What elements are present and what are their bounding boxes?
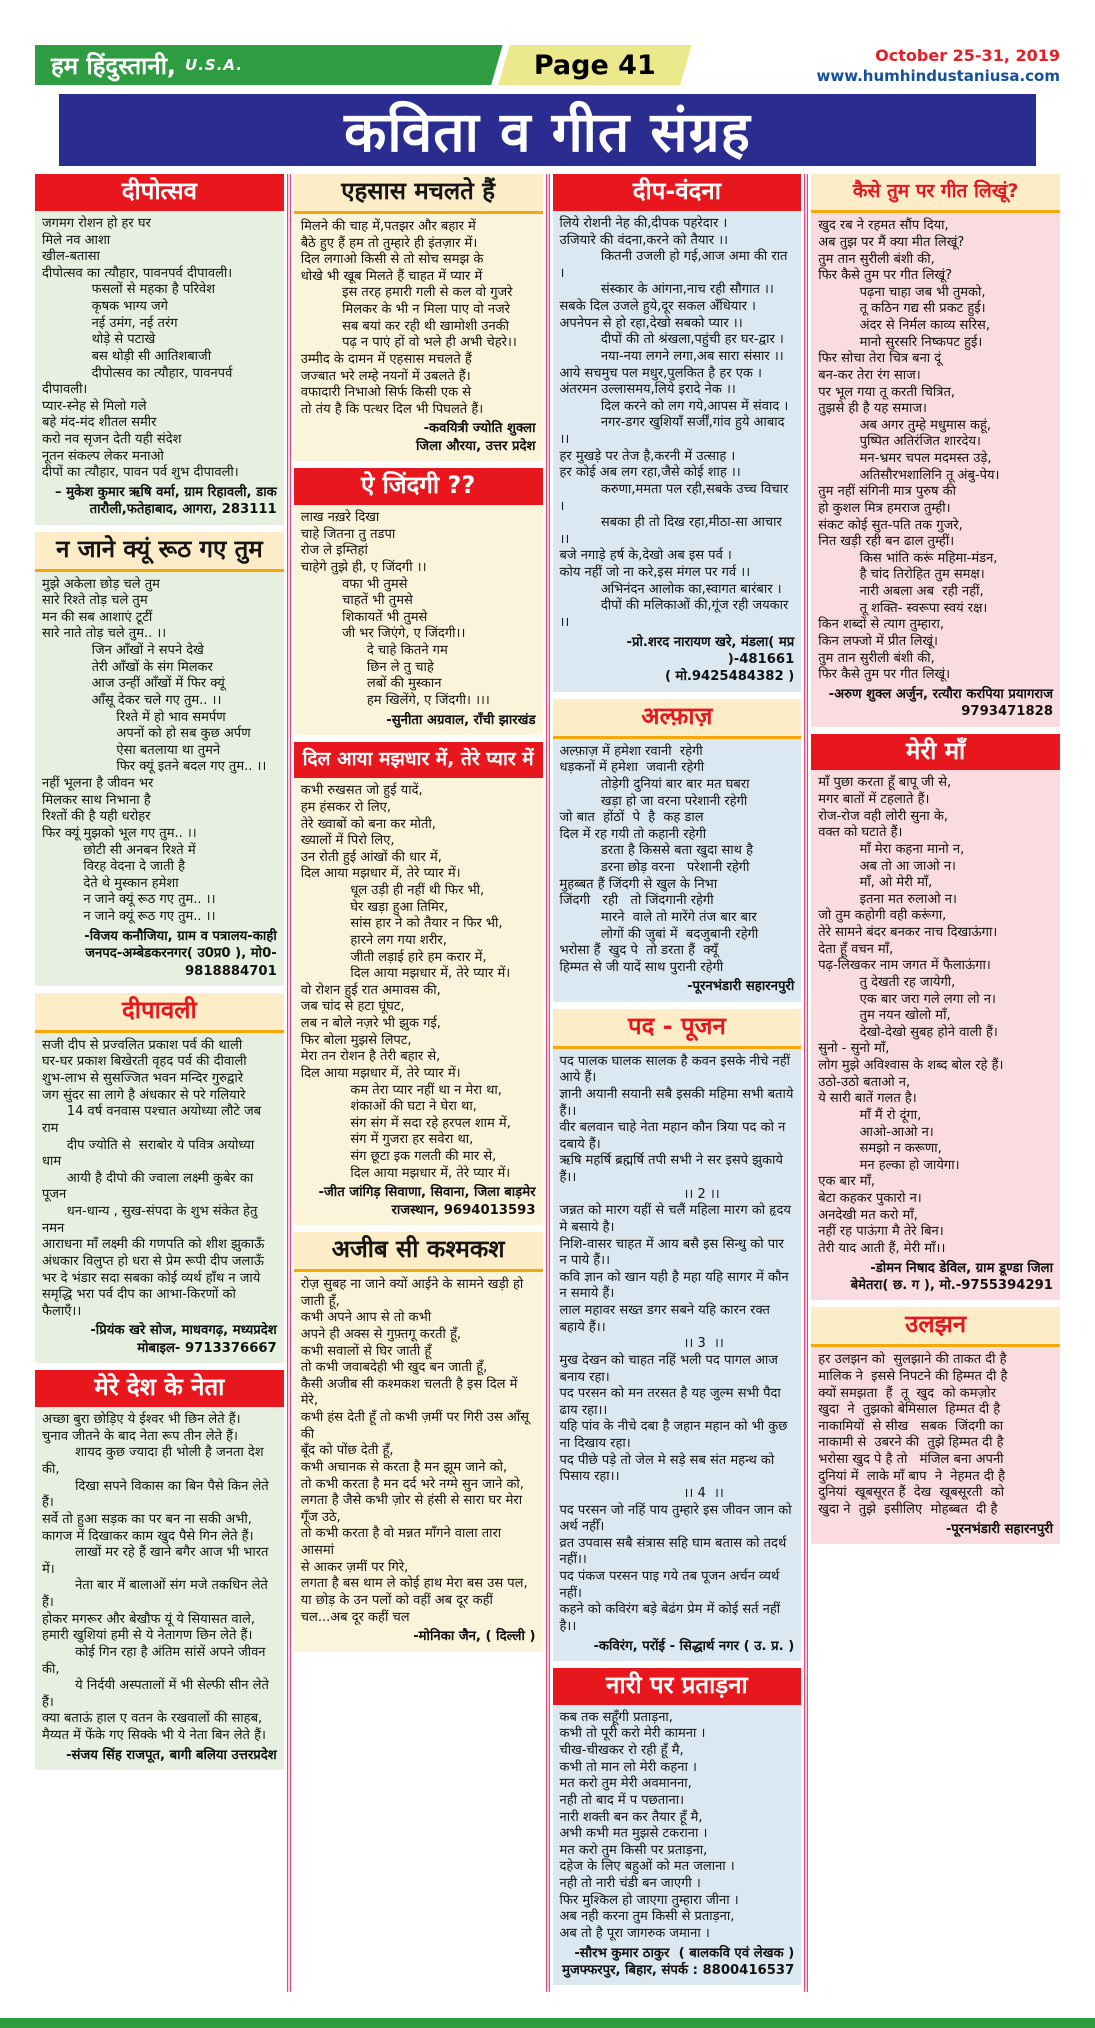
poem-meri-maa — [811, 734, 1060, 1301]
poem-ajeeb-si-kashmakash — [294, 1232, 543, 1651]
poem-alfaaz — [553, 699, 802, 1002]
poem-author: -कविरंग, परोंई - सिद्धार्थ नगर ( उ. प्र. ) — [593, 1638, 795, 1654]
poem-author: -मोनिका जैन, ( दिल्ली ) — [413, 1629, 536, 1645]
poem-title: कैसे तुम पर गीत लिखूं? — [811, 174, 1060, 213]
issue-date: October 25-31, 2019 — [875, 46, 1060, 65]
poem-ae-zindagi — [294, 468, 543, 735]
poem-author: -कवयित्री ज्योति शुक्ला जिला औरया, उत्तर प्रदेश — [416, 421, 536, 454]
top-bar — [35, 45, 1060, 85]
poem-body: मिलने की चाह में,पतझर और बहार में बैठे हुए हैं हम तो तुम्हारे ही इंतज़ार में। दिल लगाओ किसी से तो सोच समझ के धोखे भी खूब मिलते हैं चाहत में प्यार में इस तरह हमारी गली से कल वो गुजरे मिलकर के भी न मिला पाए वो नजरे सब बयां कर रही थी खामोशी उनकी पढ़ न पाएं हों वो भले ही अभी चेहरे।। उम्मीद के दामन में एहसास मचलते हैं जज्बात भरे लम्हे नयनों में उबलते हैं। वफादारी निभाओ सिर्फ किसी एक से तो तंय है कि पत्थर दिल भी पिघलते हैं। — [300, 218, 517, 417]
poem-columns — [35, 174, 1060, 1992]
page-number-badge — [491, 45, 691, 85]
poem-author: -सुनीता अग्रवाल, राँची झारखंड — [386, 712, 536, 728]
poem-body: मुझे अकेला छोड़ चले तुम सारे रिश्ते तोड़ चले तुम मन की सब आशाएं टूटीं सारे नाते तोड़ चले तुम.. ।। जिन आँखों ने सपने देखे तेरी आँखों के संग मिलकर आज उन्हीं आँखों में फिर क्यूं आँसू देकर चले गए तुम.. ।। रिश्ते में हो भाव समर्पण अपनों को हो सब कुछ अर्पण ऐसा बतलाया था तुमने फिर क्यूं इतने बदल गए तुम.. ।। नहीं भूलना है जीवन भर मिलकर साथ निभाना है रिश्तों की है यही धरोहर फिर क्यूं मुझको भूल गए तुम.. ।। छोटी सी अनबन रिश्ते में विरह वेदना दे जाती है देते थे मुस्कान हमेशा न जाने क्यूं रूठ गए तुम.. ।। न जाने क्यूं रूठ गए तुम.. ।। — [42, 576, 267, 925]
poem-author: -प्रो.शरद नारायण खरे, मंडला( मप्र )-481661 ( मो.9425484382 ) — [626, 634, 799, 685]
issue-info — [816, 45, 1060, 85]
poem-author: – मुकेश कुमार ऋषि वर्मा, ग्राम रिहावली, डाक तारौली,फतेहाबाद, आगरा, 283111 — [55, 484, 277, 518]
poem-title: पद - पूजन — [553, 1009, 802, 1049]
poem-body: लिये रोशनी नेह की,दीपक पहरेदार । उजियारे की वंदना,करने को तैयार ।। कितनी उजली हो गई,आज अमा की रात । संस्कार के आंगना,नाच रही सौगात ।। सबके दिल उजले हुये,दूर सकल अँधियार । अपनेपन से हो रहा,देखो सबको प्यार ।। दीपों की तो श्रंखला,पहुंची हर घर-द्वार । नया-नया लगने लगा,अब सारा संसार ।। आये सचमुच पल मधुर,पुलकित है हर एक । अंतरमन उल्लासमय,लिये इरादे नेक ।। दिल करने को लग गये,आपस में संवाद । नगर-डगर खुशियाँ सर्जीं,गांव हुये आबाद ।। हर मुखड़े पर तेज है,करनी में उत्साह । हर कोई अब लग रहा,जैसे कोई शाह ।। करुणा,ममता पल रही,सबके उच्च विचार । सबका ही तो दिख रहा,मीठा-सा आचार ।। बजे नगाड़े हर्ष के,देखो अब इस पर्व । कोय नहीं जो ना करे,इस मंगल पर गर्व ।। अभिनंदन आलोक का,स्वागत बारंबार । दीपों की मलिकाओं की,गूंज रही जयकार ।। — [559, 215, 793, 630]
poem-author: -संजय सिंह राजपूत, बागी बलिया उत्तरप्रदेश — [66, 1747, 277, 1763]
poem-title: उलझन — [811, 1307, 1060, 1347]
poem-body: जगमग रोशन हो हर घर मिले नव आशा खील-बतासा दीपोत्सव का त्यौहार, पावनपर्व दीपावली। फसलों से महका है परिवेश कृषक भाग्य जगे नई उमंग, नई तरंग थोड़े से पटाखे बस थोड़ी सी आतिशबाजी दीपोत्सव का त्यौहार, पावनपर्व दीपावली। प्यार-स्नेह से मिलो गले बहे मंद-मंद शीतल समीर करो नव सृजन देती यही संदेश नूतन संकल्प लेकर मनाओ दीपों का त्यौहार, पावन पर्व शुभ दीपावली। — [42, 215, 239, 481]
poem-uljhan — [811, 1307, 1060, 1544]
poem-author: -पूरनभंडारी सहारनपुरी — [687, 979, 795, 995]
poem-body: अल्फ़ाज़ में हमेशा रवानी रहेगी धड़कनों में हमेशा जवानी रहेगी तोड़ेगी दुनियां बार बार मत घबरा खड़ा हो जा वरना परेशानी रहेगी जो बात होंठों पे है कह डाल दिल में रह गयी तो कहानी रहेगी डरता है किससे बता खुदा साथ है डरना छोड़ वरना परेशानी रहेगी मुहब्बत हैं जिंदगी से खुल के निभा जिंदगी रही तो जिंदगानी रहेगी मारने वाले तो मारेंगे तंज बार बार लोगों की जुबां में बदजुबानी रहेगी भरोसा हैं खुद पे तो डरता हैं क्यूँ हिम्मत से जी यादें साथ पुरानी रहेगी — [559, 743, 759, 975]
poem-body: कभी रुखसत जो हुई यादें, हम हंसकर रो लिए, तेरे ख्वाबों को बना कर मोती, ख्यालों में पिरो लिए, उन रोती हुई आंखों की धार में, दिल आया मझधार में, तेरे प्यार में। धूल उड़ी ही नहीं थी फिर भी, घेर खड़ा हुआ तिमिर, सांस हार ने को तैयार न फिर भी, हारने लग गया शरीर, जीती लड़ाई हारे हम करार में, दिल आया मझधार में, तेरे प्यार में। वो रोशन हुई रात अमावस की, जब चांद से हटा घूंघट, लब न बोले नज़रे भी झुक गई, फिर बोला मुझसे लिपट, मेरा तन रोशन है तेरी बहार से, दिल आया मझधार में, तेरे प्यार में। कम तेरा प्यार नहीं था न मेरा था, शंकाओं की घटा ने घेरा था, संग संग में सदा रहे हरपल शाम में, संग में गुजरा हर सवेरा था, संग छूटा इक गलती की मार से, दिल आया मझधार में, तेरे प्यार में। — [300, 783, 511, 1181]
poem-nari-par-pratadna — [553, 1668, 802, 1985]
poem-author: -अरुण शुक्ल अर्जुन, रत्यौरा करपिया प्रयागराज 9793471828 — [828, 686, 1053, 720]
poem-title: दीपोत्सव — [35, 174, 284, 211]
poem-title: मेरी माँ — [811, 734, 1060, 771]
poem-title: मेरे देश के नेता — [35, 1370, 284, 1407]
column-1 — [35, 174, 284, 1777]
poem-body: माँ पुछा करता हूँ बापू जी से, मगर बातों में टहलाते हैं। रोज-रोज वही लोरी सुना के, वक्त को घटाते हैं। माँ मेरा कहना मानो न, अब तो आ जाओ न। माँ, ओ मेरी माँ, इतना मत रुलाओ न। जो तुम कहोगी वही करूंगा, तेरे सामने बंदर बनकर नाच दिखाऊंगा। देता हूँ वचन माँ, पढ़-लिखकर नाम जगत में फैलाऊंगा। तु देखती रह जायेगी, एक बार जरा गले लगा लो न। तुम नयन खोलो माँ, देखो-देखो सुबह होने वाली हैं। सुनो - सुनो माँ, लोग मुझे अविश्वास के शब्द बोल रहे हैं। उठो-उठो बताओ न, ये सारी बातें गलत है। माँ मैं रो दूंगा, आओ-आओ न। समझो न करूणा, मन हल्का हो जायेगा। एक बार माँ, बेटा कहकर पुकारो न। अनदेखी मत करो माँ, नहीं रह पाऊंगा मै तेरे बिन। तेरी याद आती हैं, मेरी माँ।। — [818, 775, 1004, 1256]
masthead-usa: U.S.A. — [185, 56, 244, 74]
website-link[interactable]: www.humhindustaniusa.com — [816, 66, 1060, 85]
poem-title: दिल आया मझधार में, तेरे प्यार में — [294, 742, 543, 778]
poem-body: पद पालक घालक सालक है कवन इसके नीचे नहीं आये हैं। ज्ञानी अयानी सयानी सबै इसकी महिमा सभी बताये हैं।। वीर बलवान चाहे नेता महान कौन त्रिया पद को न दबाये हैं। ऋषि महर्षि ब्रह्मर्षि तपी सभी ने सर इसपे झुकाये हैं।। ।। 2 ।। जन्नत को मारग यहीं से चलैं महिला मारग को हृदय मे बसाये है। निशि-वासर चाहत में आय बसै इस सिन्धु को पार न पाये हैं।। कवि ज्ञान को खान यही है महा यहि सागर में कौन न समाये हैं। लाल महावर सख्त डगर सबने यहि कारन रक्त बहाये हैं।। ।। 3 ।। मुख देखन को चाहत नहिं भली पद पागल आज बनाय रहा। पद परसन को मन तरसत है यह जुल्म सभी पैदा ढाय रहा।। यहि पांव के नीचे दबा है जहान महान को भी कुछ ना दिखाय रहा। पद पीछे पड़े तो जेल मे सड़े सब संत महन्थ को पिसाय रहा।। ।। 4 ।। पद परसन जो नहिं पाय तुम्हारे इस जीवन जान को अर्थ नहीँ। व्रत उपवास सबै संत्रास सहि घाम बतास को तदर्थ नहीं।। पद पंकज परसन पाइ गये तब पूजन अर्चन व्यर्थ नहीं। कहने को कविरंग बड़े बेढंग प्रेम में कोई सर्त नहीं है।। — [559, 1053, 798, 1634]
poem-na-jane-kyun-rooth-gaye-tum — [35, 532, 284, 986]
column-3 — [553, 174, 802, 1992]
poem-author: -जीत जांगिड़ सिवाणा, सिवाना, जिला बाड़मेर राजस्थान, 9694013593 — [318, 1185, 536, 1218]
column-2 — [294, 174, 543, 1659]
poem-author: -डोमन निषाद डेविल, ग्राम डूण्डा जिला बेमेतरा( छ. ग ), मो.-9755394291 — [850, 1260, 1053, 1294]
column-separator — [287, 174, 291, 1992]
poem-body: लाख नख़रे दिखा चाहे जितना तु तडपा रोज ले इम्तिहां चाहेगे तुझे ही, ए जिंदगी ।। वफा भी तुमसे चाहतें भी तुमसे शिकायतें भी तुमसे जी भर जिएंगे, ए जिंदगी।। दे चाहे कितने गम छिन ले तु चाहे लबों की मुस्कान हम खिलेंगे, ए जिंदगी। ।।। — [300, 510, 490, 708]
section-title-banner — [59, 94, 1036, 166]
poem-author: -सौरभ कुमार ठाकुर ( बालकवि एवं लेखक ) मुजफ्फरपुर, बिहार, संपर्क : 8800416537 — [562, 1945, 795, 1979]
poem-body: सजी दीप से प्रज्वलित प्रकाश पर्व की थाली घर-घर प्रकाश बिखेरती वृहद पर्व की दीवाली शुभ-लाभ से सुसज्जित भवन मन्दिर गुरुद्वारे जग सुंदर सा लागे है अंधकार से परे गलियारे 14 वर्ष वनवास पश्चात अयोध्या लौटे जब राम दीप ज्योति से सराबोर ये पवित्र अयोध्या धाम आयी है दीपो की ज्वाला लक्ष्मी कुबेर का पूजन धन-धान्य , सुख-संपदा के शुभ संकेत हेतु नमन आराधना माँ लक्ष्मी की गणपति को शीश झुकाऊँ अंधकार विलुप्त हो धरा से प्रेम रूपी दीप जलाऊँ भर दे भंडार सदा सबका कोई व्यर्थ हाँथ न जाये समृद्धि भरा पर्व दीप का आभा-किरणों को फैलाएँ।। — [42, 1037, 266, 1319]
poem-kaise-tum-par-geet-likhun — [811, 174, 1060, 727]
poem-title: न जाने क्यूं रूठ गए तुम — [35, 532, 284, 572]
poem-title: एहसास मचलते हैं — [294, 174, 543, 214]
poem-deepavali — [35, 993, 284, 1363]
column-4 — [811, 174, 1060, 1551]
column-separator — [546, 174, 550, 1992]
poem-title: अजीब सी कश्मकश — [294, 1232, 543, 1272]
poem-body: अच्छा बुरा छोड़िए ये ईश्वर भी छिन लेते हैं। चुनाव जीतने के बाद नेता रूप तीन लेते हैं। शायद कुछ ज्यादा ही भोली है जनता देश की, दिखा सपने विकास का बिन पैसे किन लेते हैं। सर्वे तो हुआ सड़क का पर बन ना सकी अभी, कागज में दिखाकर काम खुद पैसे गिन लेते हैं। लाखों मर रहे हैं खाने बगैर आज भी भारत में। नेता बार में बालाओं संग मजे तकधिन लेते हैं। होकर मगरूर और बेखौफ यूं ये सियासत वाले, हमारी खुशियां हमी से ये नेतागण छिन लेते हैं। कोई गिन रहा है अंतिम सांसें अपने जीवन की, ये निर्दयी अस्पतालों में भी सेल्फी सीन लेते हैं। क्या बताऊं हाल ए वतन के रखवालों की साहब, मैय्यत में फेंके गए सिक्के भी ये नेता बिन लेते हैं। — [42, 1412, 274, 1744]
masthead — [35, 45, 503, 85]
poem-title: ऐ जिंदगी ?? — [294, 468, 543, 505]
poem-body: रोज़ सुबह ना जाने क्यों आईने के सामने खड़ी हो जाती हूँ, कभी अपने आप से तो कभी अपने ही अक्स से गुफ़्तगू करती हूँ, कभी सवालों से घिर जाती हूँ तो कभी जवाबदेही भी खुद बन जाती हूँ, कैसी अजीब सी कश्मकश चलती है इस दिल में मेरे, कभी हंस देती हूँ तो कभी ज़मीं पर गिरी उस आँसू की बूँद को पोंछ देती हूँ, कभी अचानक से करता है मन झूम जाने को, तो कभी करता है मन दर्द भरे नग्मे सुन जाने को, लगता है जैसे कभी ज़ोर से हंसी से सारा घर मेरा गूँज उठे, तो कभी करता है वो मन्नत माँगने वाला तारा आसमां से आकर ज़मीं पर गिरे, लगता है बस थाम ले कोई हाथ मेरा बस उस पल, या छोड़ के उन पलों को वहीं अब दूर कहीं चल...अब दूर कहीं चल — [300, 1277, 534, 1625]
column-separator — [804, 174, 808, 1992]
poem-pad-poojan — [553, 1009, 802, 1661]
poem-deepotsav — [35, 174, 284, 525]
poem-body: खुद रब ने रहमत सौंप दिया, अब तुझ पर मैं क्या मीत लिखूं? तुम तान सुरीली बंशी की, फिर कैसे तुम पर गीत लिखूं? पढ़ना चाहा जब भी तुमको, तू कठिन गद्य सी प्रकट हुई। अंदर से निर्मल काव्य सरिस, मानो सुरसरि निष्कपट हुई। फिर सोचा तेरा चित्र बना दूं बन-कर तेरा रंग साज। पर भूल गया तू करती चित्रित, तुझसे ही है यह समाज। अब अगर तुम्हे मधुमास कहूं, पुष्पित अतिरंजित शारदेय। मन-भ्रमर चपल मदमस्त उड़े, अतिसौरभशालिनि तू अंबु-पेय। तुम नहीं संगिनी मात्र पुरुष की हो कुशल मित्र हमराज तुम्ही। संकट कोई सुत-पति तक गुजरे, नित खड़ी रही बन ढाल तुम्हीं। किस भांति करूं महिमा-मंडन, है चांद तिरोहित तुम समक्ष। नारी अबला अब रही नहीं, तू शक्ति- स्वरूपा स्वयं रक्ष। किन शब्दों से त्याग तुम्हारा, किन लफ्जो में प्रीत लिखूं। तुम तान सुरीली बंशी की, फिर कैसे तुम पर गीत लिखूं। — [818, 218, 1000, 683]
poem-title: दीपावली — [35, 993, 284, 1033]
poem-title: नारी पर प्रताड़ना — [553, 1668, 802, 1705]
poem-ehsaas-machalte-hain — [294, 174, 543, 461]
section-title: कविता व गीत संग्रह — [344, 99, 751, 164]
poem-body: हर उलझन को सुलझाने की ताकत दी है मालिक ने इससे निपटने की हिम्मत दी है क्यों समझता हैं तू खुद को कमज़ोर खुदा ने तुझको बेमिसाल हिम्मत दी है नाकामियों से सीख सबक जिंदगी का नाकामी से उबरने की तुझे हिम्मत दी है भरोसा खुद पे है तो मंजिल बना अपनी दुनियां में लाके माँ बाप ने नेहमत दी है दुनियां खूबसूरत हैं देख खूबसूरती को खुदा ने तुझे इसीलिए मोहब्बत दी है — [818, 1352, 1008, 1517]
poem-author: -प्रियंक खरे सोज, माधवगढ़, मध्यप्रदेश मोबाइल- 9713376667 — [90, 1323, 277, 1356]
poem-title: दीप-वंदना — [553, 174, 802, 211]
page-number-label: Page 41 — [534, 49, 656, 81]
poem-deep-vandana — [553, 174, 802, 692]
poem-body: कब तक सहूँगी प्रताड़ना, कभी तो पूरी करो मेरी कामना । चीख-चीखकर रो रही हूँ मै, कभी तो मान लो मेरी कहना । मत करो तुम मेरी अवमानना, नही तो बाद में प पछताना। नारी शक्ती बन कर तैयार हूँ मै, अभी कभी मत मुझसे टकराना । मत करो तुम किसी पर प्रताड़ना, दहेज के लिए बहुओं को मत जलाना । नही तो नारी चंडी बन जाएगी । फिर मुश्किल हो जाएगा तुम्हारा जीना । अब नही करना तुम किसी से प्रताड़ना, अब तो है पूरा जागरुक जमाना । — [559, 1709, 739, 1941]
poem-author: -विजय कनौजिया, ग्राम व पत्रालय-काही जनपद-अम्बेडकरनगर( उ0प्र0 ), मो0-9818884701 — [84, 928, 277, 979]
poem-mere-desh-ke-neta — [35, 1370, 284, 1770]
poem-dil-aaya-majhdhar-mein — [294, 742, 543, 1225]
poem-author: -पूरनभंडारी सहारनपुरी — [945, 1521, 1053, 1537]
poem-title: अल्फ़ाज़ — [553, 699, 802, 739]
masthead-title: हम हिंदुस्तानी, — [51, 51, 177, 80]
bottom-green-bar — [0, 2018, 1095, 2028]
